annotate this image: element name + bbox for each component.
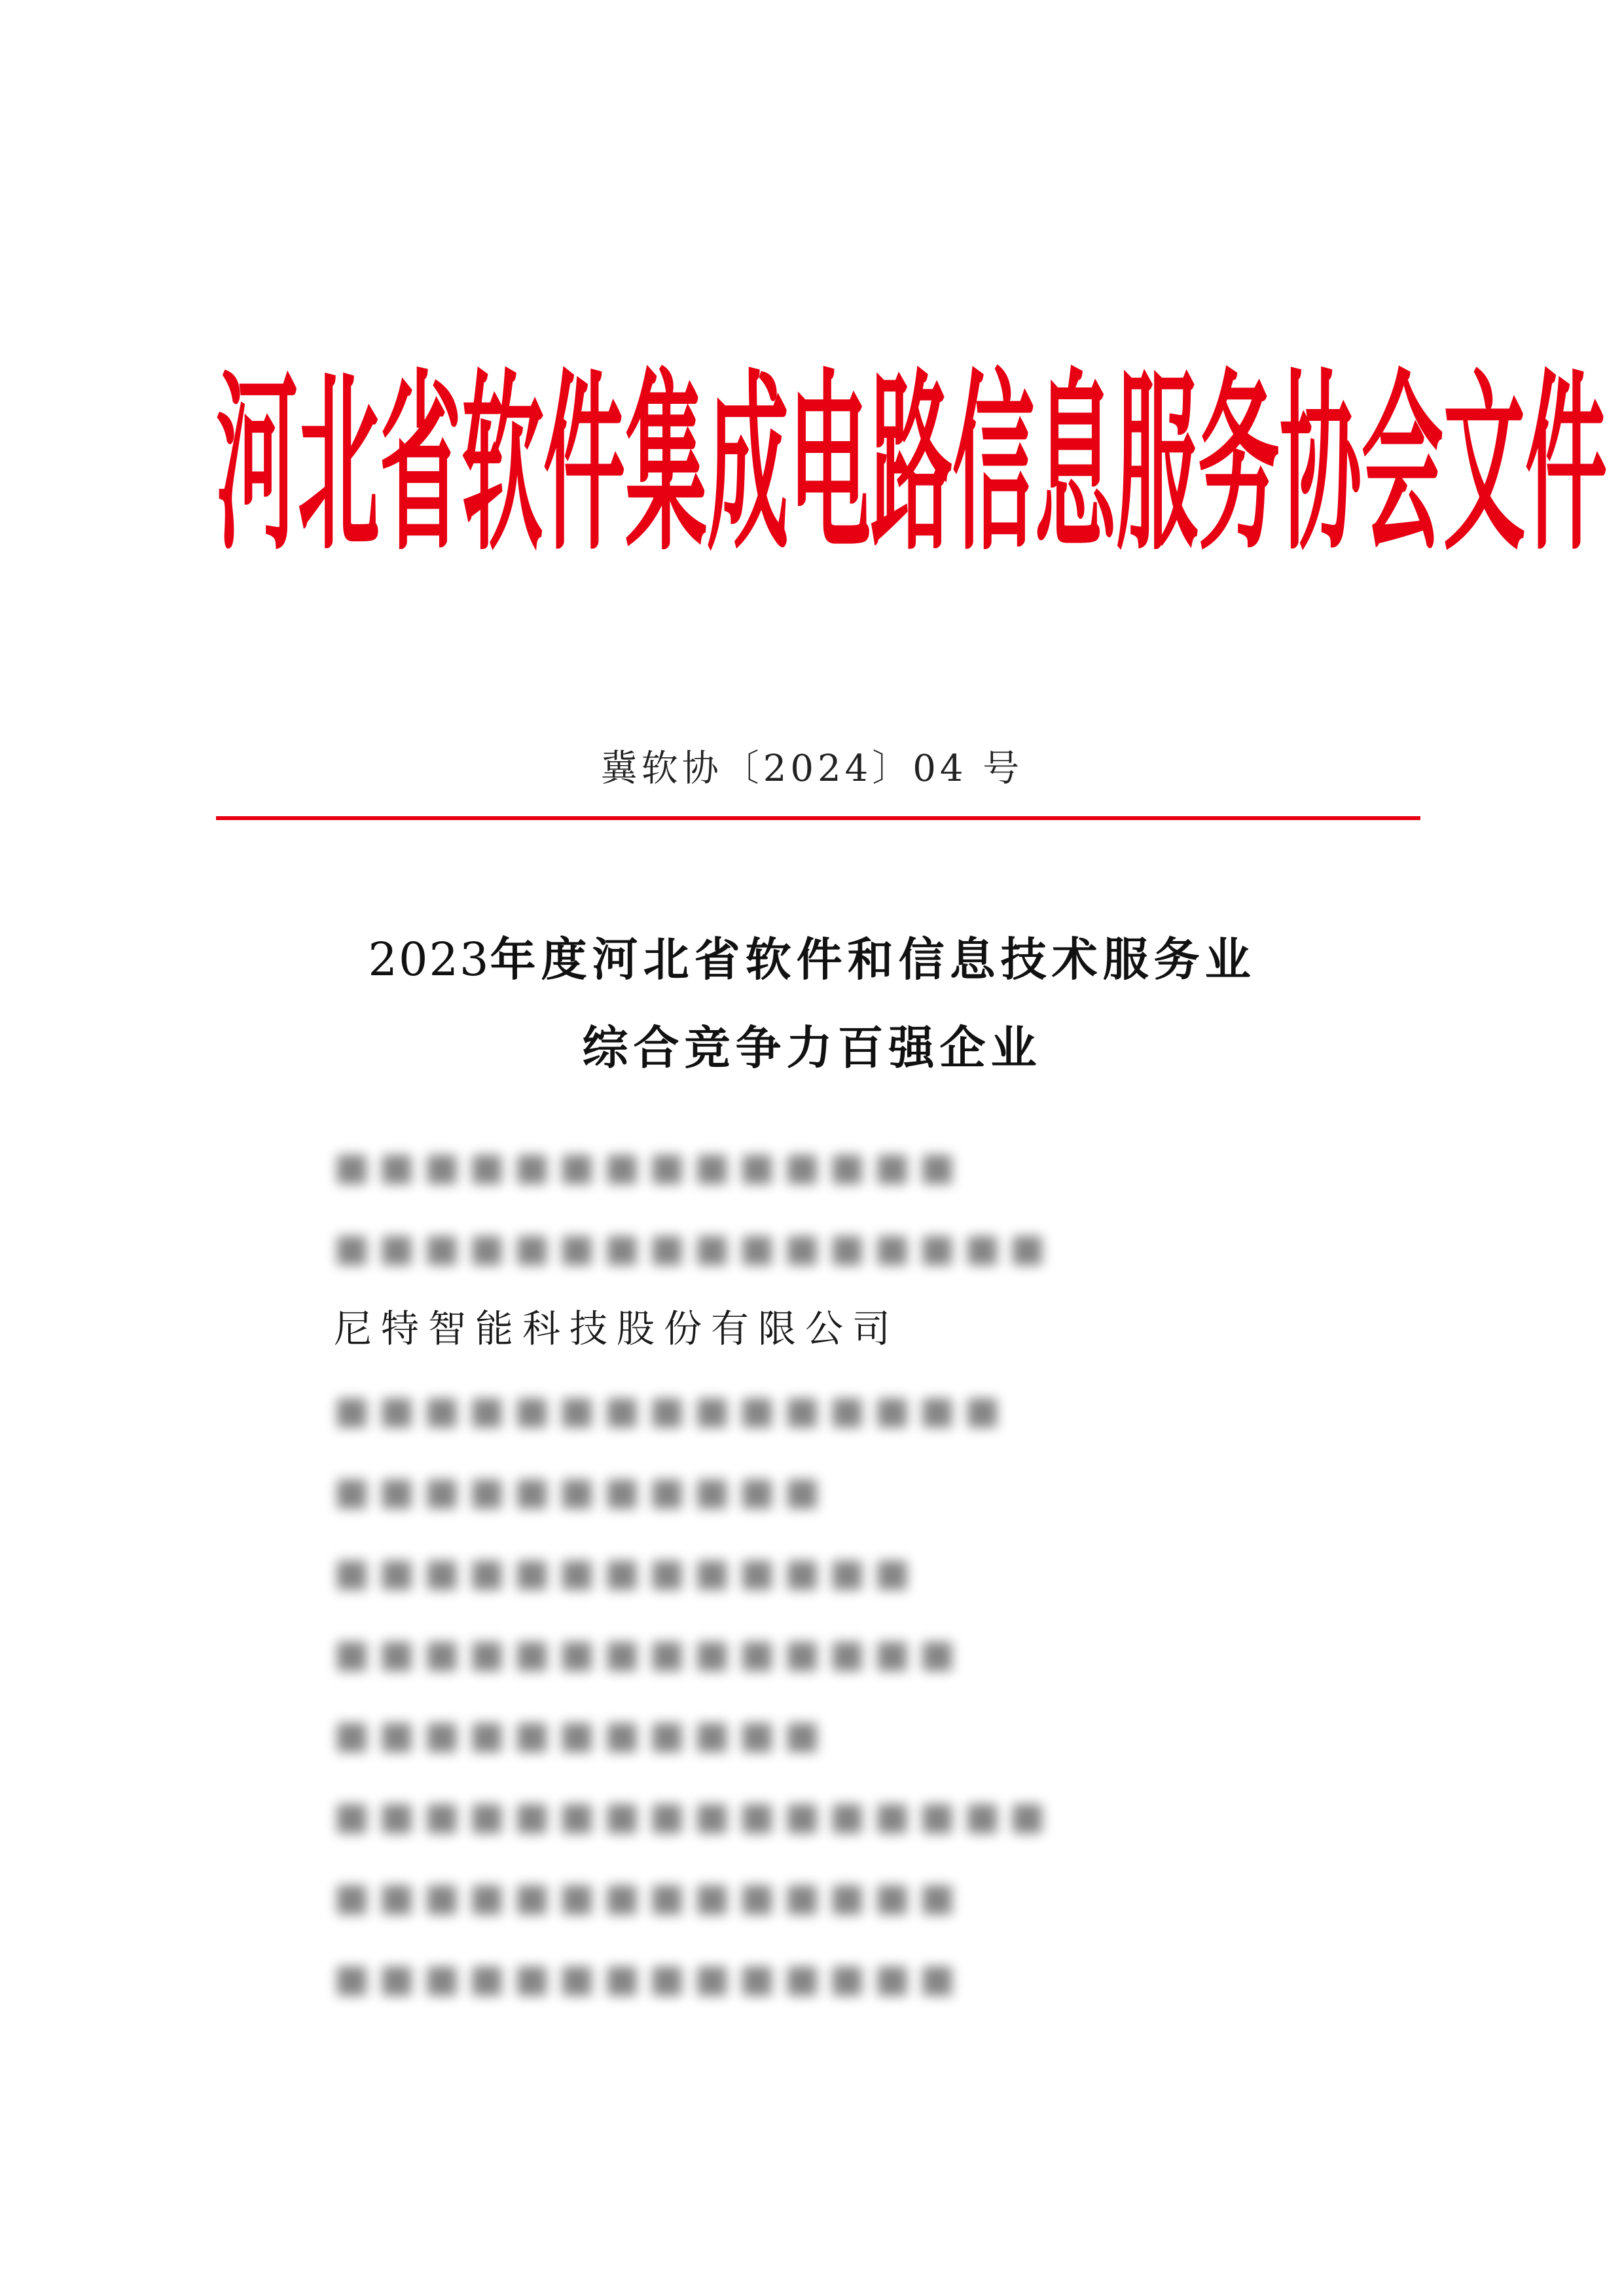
title-line-2-text: 综合竞争力百强企业 xyxy=(582,1021,1042,1075)
company-name: ■■■■■■■■■■■■■■■■ xyxy=(334,1793,1055,1838)
company-name: ■■■■■■■■■■■■■ xyxy=(334,1550,920,1594)
company-item xyxy=(334,1288,1055,1369)
company-name: ■■■■■■■■■■■■■■ xyxy=(334,1631,965,1676)
company-name: ■■■■■■■■■■■■■■ xyxy=(334,1956,965,2000)
masthead-title: 河北省软件集成电路信息服务协会文件 xyxy=(216,352,1607,577)
company-item-redacted xyxy=(334,1937,1055,2018)
company-item-redacted xyxy=(334,1856,1055,1937)
company-item-redacted xyxy=(334,1532,1055,1613)
company-name: ■■■■■■■■■■■ xyxy=(334,1469,829,1513)
company-item-redacted xyxy=(334,1126,1055,1207)
company-name: ■■■■■■■■■■■■■■ xyxy=(334,1144,965,1189)
company-item-redacted xyxy=(334,1613,1055,1694)
document-title-line-1 xyxy=(0,923,1624,989)
company-name: ■■■■■■■■■■■■■■■■ xyxy=(334,1225,1055,1270)
company-name: ■■■■■■■■■■■ xyxy=(334,1712,829,1757)
title-year: 2023 xyxy=(368,933,490,986)
company-item-redacted xyxy=(334,1775,1055,1856)
company-name: 尼特智能科技股份有限公司 xyxy=(334,1306,900,1351)
company-item-redacted xyxy=(334,1207,1055,1288)
company-item-redacted xyxy=(334,1369,1055,1450)
company-name: ■■■■■■■■■■■■■■ xyxy=(334,1874,965,1919)
title-line-1-text: 年度河北省软件和信息技术服务业 xyxy=(490,933,1256,986)
company-item-redacted xyxy=(334,1694,1055,1775)
document-title-line-2 xyxy=(0,1011,1624,1077)
red-separator-rule xyxy=(216,816,1420,820)
document-number: 冀软协〔2024〕04 号 xyxy=(600,747,1024,790)
company-item-redacted xyxy=(334,1450,1055,1532)
company-list xyxy=(334,1126,1055,2018)
company-name: ■■■■■■■■■■■■■■■ xyxy=(334,1388,1009,1432)
